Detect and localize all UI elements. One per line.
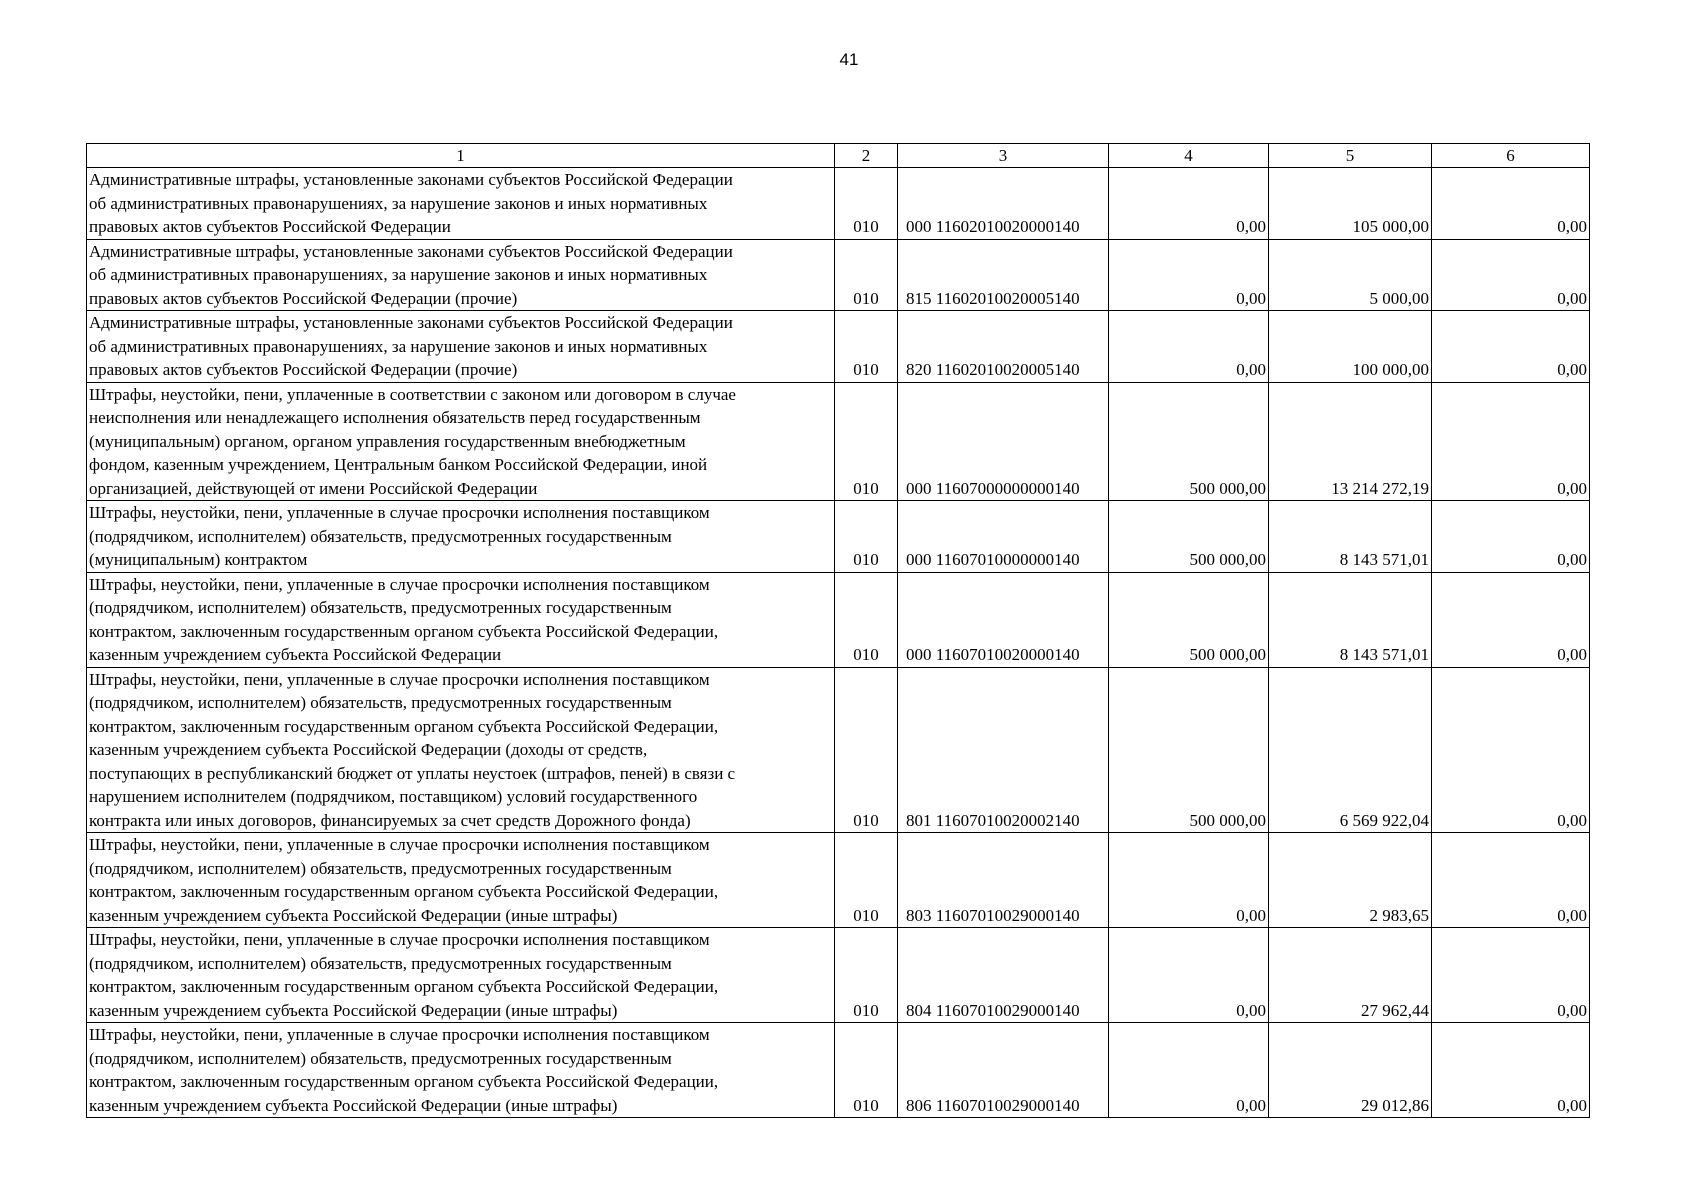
column-header-3: 3 bbox=[898, 144, 1109, 168]
column-header-6: 6 bbox=[1432, 144, 1590, 168]
table-row bbox=[87, 667, 1590, 833]
row-line-code-cell: 010 bbox=[835, 572, 898, 667]
row-name-cell: Штрафы, неустойки, пени, уплаченные в случае просрочки исполнения поставщиком (подрядчиком, исполнителем) обязательств, предусмотренных государственным контрактом, заключенным государственным органом субъекта Российской Федерации, казенным учреждением субъекта Российской Федерации (иные штрафы) bbox=[87, 1023, 835, 1118]
table-row bbox=[87, 168, 1590, 240]
column-header-1: 1 bbox=[87, 144, 835, 168]
row-name-cell: Административные штрафы, установленные законами субъектов Российской Федерации об административных правонарушениях, за нарушение законов и иных нормативных правовых актов субъектов Российской Федерации (прочие) bbox=[87, 239, 835, 311]
row-unexecuted-amount-cell: 0,00 bbox=[1432, 239, 1590, 311]
row-name-cell: Штрафы, неустойки, пени, уплаченные в случае просрочки исполнения поставщиком (подрядчиком, исполнителем) обязательств, предусмотренных государственным контрактом, заключенным государственным органом субъекта Российской Федерации, казенным учреждением субъекта Российской Федерации bbox=[87, 572, 835, 667]
row-executed-amount-cell: 27 962,44 bbox=[1269, 928, 1432, 1023]
row-income-code-cell: 000 11607000000000140 bbox=[898, 382, 1109, 501]
table-row bbox=[87, 1023, 1590, 1118]
row-income-code-cell: 806 11607010029000140 bbox=[898, 1023, 1109, 1118]
page-number: 41 bbox=[839, 50, 859, 69]
table-row bbox=[87, 572, 1590, 667]
row-line-code-cell: 010 bbox=[835, 1023, 898, 1118]
row-name-cell: Штрафы, неустойки, пени, уплаченные в случае просрочки исполнения поставщиком (подрядчиком, исполнителем) обязательств, предусмотренных государственным контрактом, заключенным государственным органом субъекта Российской Федерации, казенным учреждением субъекта Российской Федерации (доходы от средств, поступающих в республиканский бюджет от уплаты неустоек (штрафов, пеней) в связи с нарушением исполнителем (подрядчиком, поставщиком) условий государственного контракта или иных договоров, финансируемых за счет средств Дорожного фонда) bbox=[87, 667, 835, 833]
row-approved-amount-cell: 500 000,00 bbox=[1109, 382, 1269, 501]
row-executed-amount-cell: 8 143 571,01 bbox=[1269, 572, 1432, 667]
row-name-cell: Административные штрафы, установленные законами субъектов Российской Федерации об административных правонарушениях, за нарушение законов и иных нормативных правовых актов субъектов Российской Федерации (прочие) bbox=[87, 311, 835, 383]
row-unexecuted-amount-cell: 0,00 bbox=[1432, 311, 1590, 383]
row-approved-amount-cell: 0,00 bbox=[1109, 168, 1269, 240]
row-name-cell: Административные штрафы, установленные законами субъектов Российской Федерации об административных правонарушениях, за нарушение законов и иных нормативных правовых актов субъектов Российской Федерации bbox=[87, 168, 835, 240]
row-income-code-cell: 804 11607010029000140 bbox=[898, 928, 1109, 1023]
budget-table bbox=[86, 143, 1590, 1118]
row-unexecuted-amount-cell: 0,00 bbox=[1432, 928, 1590, 1023]
row-unexecuted-amount-cell: 0,00 bbox=[1432, 382, 1590, 501]
row-executed-amount-cell: 100 000,00 bbox=[1269, 311, 1432, 383]
row-approved-amount-cell: 0,00 bbox=[1109, 311, 1269, 383]
table-row bbox=[87, 833, 1590, 928]
row-approved-amount-cell: 500 000,00 bbox=[1109, 572, 1269, 667]
column-header-4: 4 bbox=[1109, 144, 1269, 168]
row-income-code-cell: 000 11607010020000140 bbox=[898, 572, 1109, 667]
row-income-code-cell: 000 11607010000000140 bbox=[898, 501, 1109, 573]
row-unexecuted-amount-cell: 0,00 bbox=[1432, 572, 1590, 667]
row-executed-amount-cell: 6 569 922,04 bbox=[1269, 667, 1432, 833]
row-executed-amount-cell: 105 000,00 bbox=[1269, 168, 1432, 240]
row-executed-amount-cell: 5 000,00 bbox=[1269, 239, 1432, 311]
row-name-cell: Штрафы, неустойки, пени, уплаченные в соответствии с законом или договором в случае неисполнения или ненадлежащего исполнения обязательств перед государственным (муниципальным) органом, органом управления государственным внебюджетным фондом, казенным учреждением, Центральным банком Российской Федерации, иной организацией, действующей от имени Российской Федерации bbox=[87, 382, 835, 501]
row-income-code-cell: 801 11607010020002140 bbox=[898, 667, 1109, 833]
table-row bbox=[87, 928, 1590, 1023]
row-approved-amount-cell: 0,00 bbox=[1109, 1023, 1269, 1118]
table-row bbox=[87, 382, 1590, 501]
row-name-cell: Штрафы, неустойки, пени, уплаченные в случае просрочки исполнения поставщиком (подрядчиком, исполнителем) обязательств, предусмотренных государственным контрактом, заключенным государственным органом субъекта Российской Федерации, казенным учреждением субъекта Российской Федерации (иные штрафы) bbox=[87, 928, 835, 1023]
row-line-code-cell: 010 bbox=[835, 382, 898, 501]
row-unexecuted-amount-cell: 0,00 bbox=[1432, 1023, 1590, 1118]
row-name-cell: Штрафы, неустойки, пени, уплаченные в случае просрочки исполнения поставщиком (подрядчиком, исполнителем) обязательств, предусмотренных государственным (муниципальным) контрактом bbox=[87, 501, 835, 573]
row-approved-amount-cell: 0,00 bbox=[1109, 928, 1269, 1023]
row-executed-amount-cell: 2 983,65 bbox=[1269, 833, 1432, 928]
column-header-2: 2 bbox=[835, 144, 898, 168]
row-income-code-cell: 000 11602010020000140 bbox=[898, 168, 1109, 240]
row-unexecuted-amount-cell: 0,00 bbox=[1432, 833, 1590, 928]
row-executed-amount-cell: 13 214 272,19 bbox=[1269, 382, 1432, 501]
table-body bbox=[87, 144, 1590, 1118]
row-unexecuted-amount-cell: 0,00 bbox=[1432, 667, 1590, 833]
row-unexecuted-amount-cell: 0,00 bbox=[1432, 501, 1590, 573]
row-line-code-cell: 010 bbox=[835, 667, 898, 833]
row-line-code-cell: 010 bbox=[835, 239, 898, 311]
row-approved-amount-cell: 0,00 bbox=[1109, 833, 1269, 928]
row-income-code-cell: 803 11607010029000140 bbox=[898, 833, 1109, 928]
row-approved-amount-cell: 500 000,00 bbox=[1109, 501, 1269, 573]
row-line-code-cell: 010 bbox=[835, 928, 898, 1023]
row-name-cell: Штрафы, неустойки, пени, уплаченные в случае просрочки исполнения поставщиком (подрядчиком, исполнителем) обязательств, предусмотренных государственным контрактом, заключенным государственным органом субъекта Российской Федерации, казенным учреждением субъекта Российской Федерации (иные штрафы) bbox=[87, 833, 835, 928]
row-line-code-cell: 010 bbox=[835, 168, 898, 240]
table-row bbox=[87, 501, 1590, 573]
row-executed-amount-cell: 29 012,86 bbox=[1269, 1023, 1432, 1118]
row-approved-amount-cell: 0,00 bbox=[1109, 239, 1269, 311]
row-income-code-cell: 820 11602010020005140 bbox=[898, 311, 1109, 383]
row-unexecuted-amount-cell: 0,00 bbox=[1432, 168, 1590, 240]
row-executed-amount-cell: 8 143 571,01 bbox=[1269, 501, 1432, 573]
row-line-code-cell: 010 bbox=[835, 311, 898, 383]
row-approved-amount-cell: 500 000,00 bbox=[1109, 667, 1269, 833]
row-line-code-cell: 010 bbox=[835, 501, 898, 573]
column-header-5: 5 bbox=[1269, 144, 1432, 168]
table-row bbox=[87, 239, 1590, 311]
header-row bbox=[87, 144, 1590, 168]
row-income-code-cell: 815 11602010020005140 bbox=[898, 239, 1109, 311]
table-row bbox=[87, 311, 1590, 383]
row-line-code-cell: 010 bbox=[835, 833, 898, 928]
